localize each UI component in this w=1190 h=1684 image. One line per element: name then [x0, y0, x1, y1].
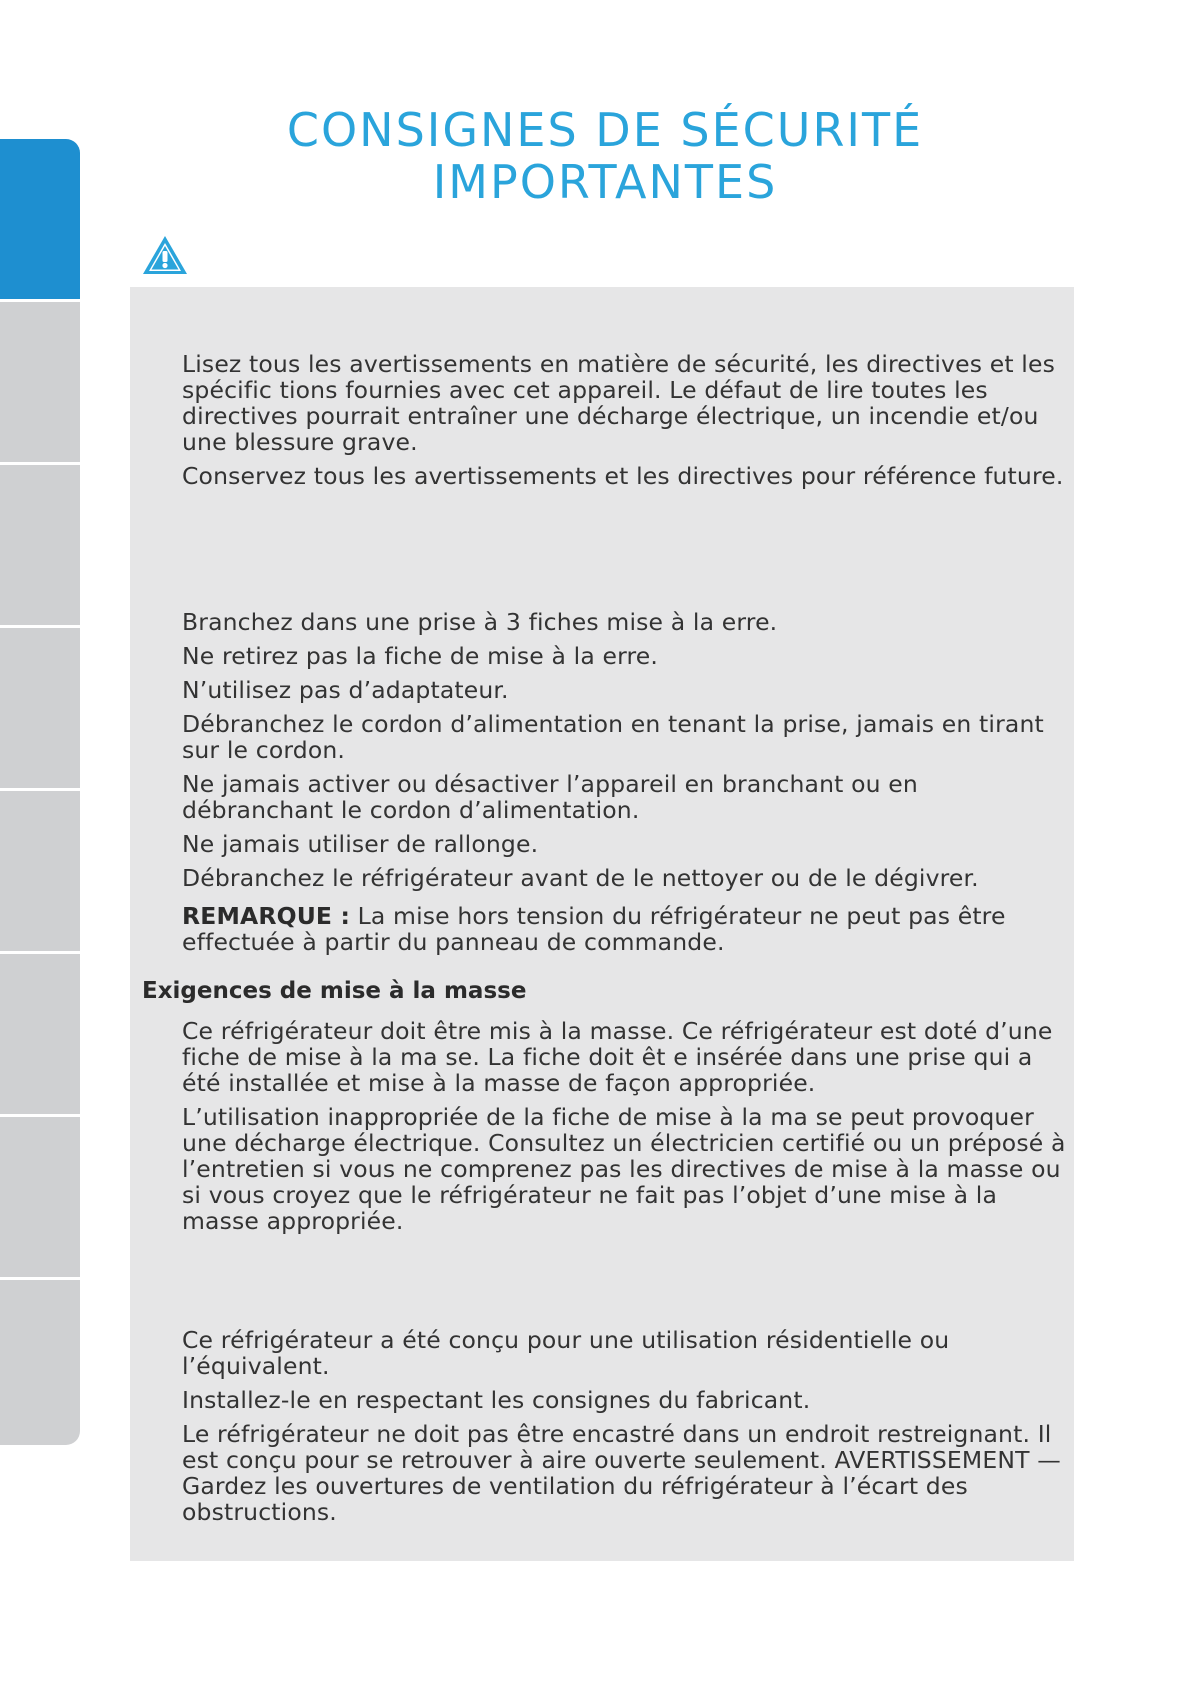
- general-paragraph-2: Conservez tous les avertissements et les directives pour référence future.: [182, 462, 1064, 490]
- page-title-line-1: CONSIGNES DE SÉCURITÉ: [286, 103, 924, 157]
- side-tab-8[interactable]: [0, 1280, 80, 1445]
- electrical-item-6: Ne jamais utiliser de rallonge.: [182, 830, 539, 858]
- page-title: [160, 104, 1050, 208]
- installation-paragraph-2: Installez-le en respectant les consignes du fabricant.: [182, 1386, 811, 1414]
- electrical-item-5: Ne jamais activer ou désactiver l’appareil en branchant ou en débranchant le cordon d’alimentation.: [182, 770, 918, 824]
- side-tab-5[interactable]: [0, 791, 80, 951]
- electrical-note: [182, 903, 1072, 955]
- electrical-item-4: Débranchez le cordon d’alimentation en tenant la prise, jamais en tirant sur le cordon.: [182, 710, 1044, 764]
- electrical-item-2: Ne retirez pas la fiche de mise à la erre.: [182, 642, 659, 670]
- electrical-item-7: Débranchez le réfrigérateur avant de le nettoyer ou de le dégivrer.: [182, 864, 979, 892]
- grounding-heading: Exigences de mise à la masse: [142, 978, 527, 1004]
- warning-triangle-icon: [141, 234, 189, 276]
- electrical-item-3: N’utilisez pas d’adaptateur.: [182, 676, 509, 704]
- side-tab-strip: [0, 139, 80, 1445]
- electrical-item-1: Branchez dans une prise à 3 fiches mise à la erre.: [182, 608, 778, 636]
- side-tab-7[interactable]: [0, 1117, 80, 1277]
- installation-paragraph-1: Ce réfrigérateur a été conçu pour une utilisation résidentielle ou l’équivalent.: [182, 1326, 950, 1380]
- page-title-line-2: IMPORTANTES: [432, 155, 778, 209]
- side-tab-2[interactable]: [0, 302, 80, 462]
- side-tab-3[interactable]: [0, 465, 80, 625]
- side-tab-1[interactable]: [0, 139, 80, 299]
- side-tab-6[interactable]: [0, 954, 80, 1114]
- installation-paragraph-3: Le réfrigérateur ne doit pas être encastré dans un endroit restreignant. Il est conçu pour se retrouver à aire ouverte seulement. AVERTISSEMENT — Gardez les ouvertures de ventilation du réfrigérateur à l’écart des obstructions.: [182, 1420, 1061, 1526]
- side-tab-4[interactable]: [0, 628, 80, 788]
- grounding-paragraph-1: Ce réfrigérateur doit être mis à la masse. Ce réfrigérateur est doté d’une fiche de mise à la ma se. La fiche doit êt e insérée dans une prise qui a été installée et mise à la masse de façon appropriée.: [182, 1017, 1053, 1097]
- note-text: La mise hors tension du réfrigérateur ne peut pas être effectuée à partir du panneau de commande.: [182, 902, 1006, 956]
- grounding-paragraph-2: L’utilisation inappropriée de la fiche de mise à la ma se peut provoquer une décharge électrique. Consultez un électricien certifié ou un préposé à l’entretien si vous ne comprenez pas les directives de mise à la masse ou si vous croyez que le réfrigérateur ne fait pas l’objet d’une mise à la masse appropriée.: [182, 1103, 1066, 1235]
- note-label: REMARQUE :: [182, 902, 351, 930]
- general-paragraph-1: Lisez tous les avertissements en matière de sécurité, les directives et les spécific tions fournies avec cet appareil. Le défaut de lire toutes les directives pourrait entraîner une décharge électrique, un incendie et/ou une blessure grave.: [182, 350, 1055, 456]
